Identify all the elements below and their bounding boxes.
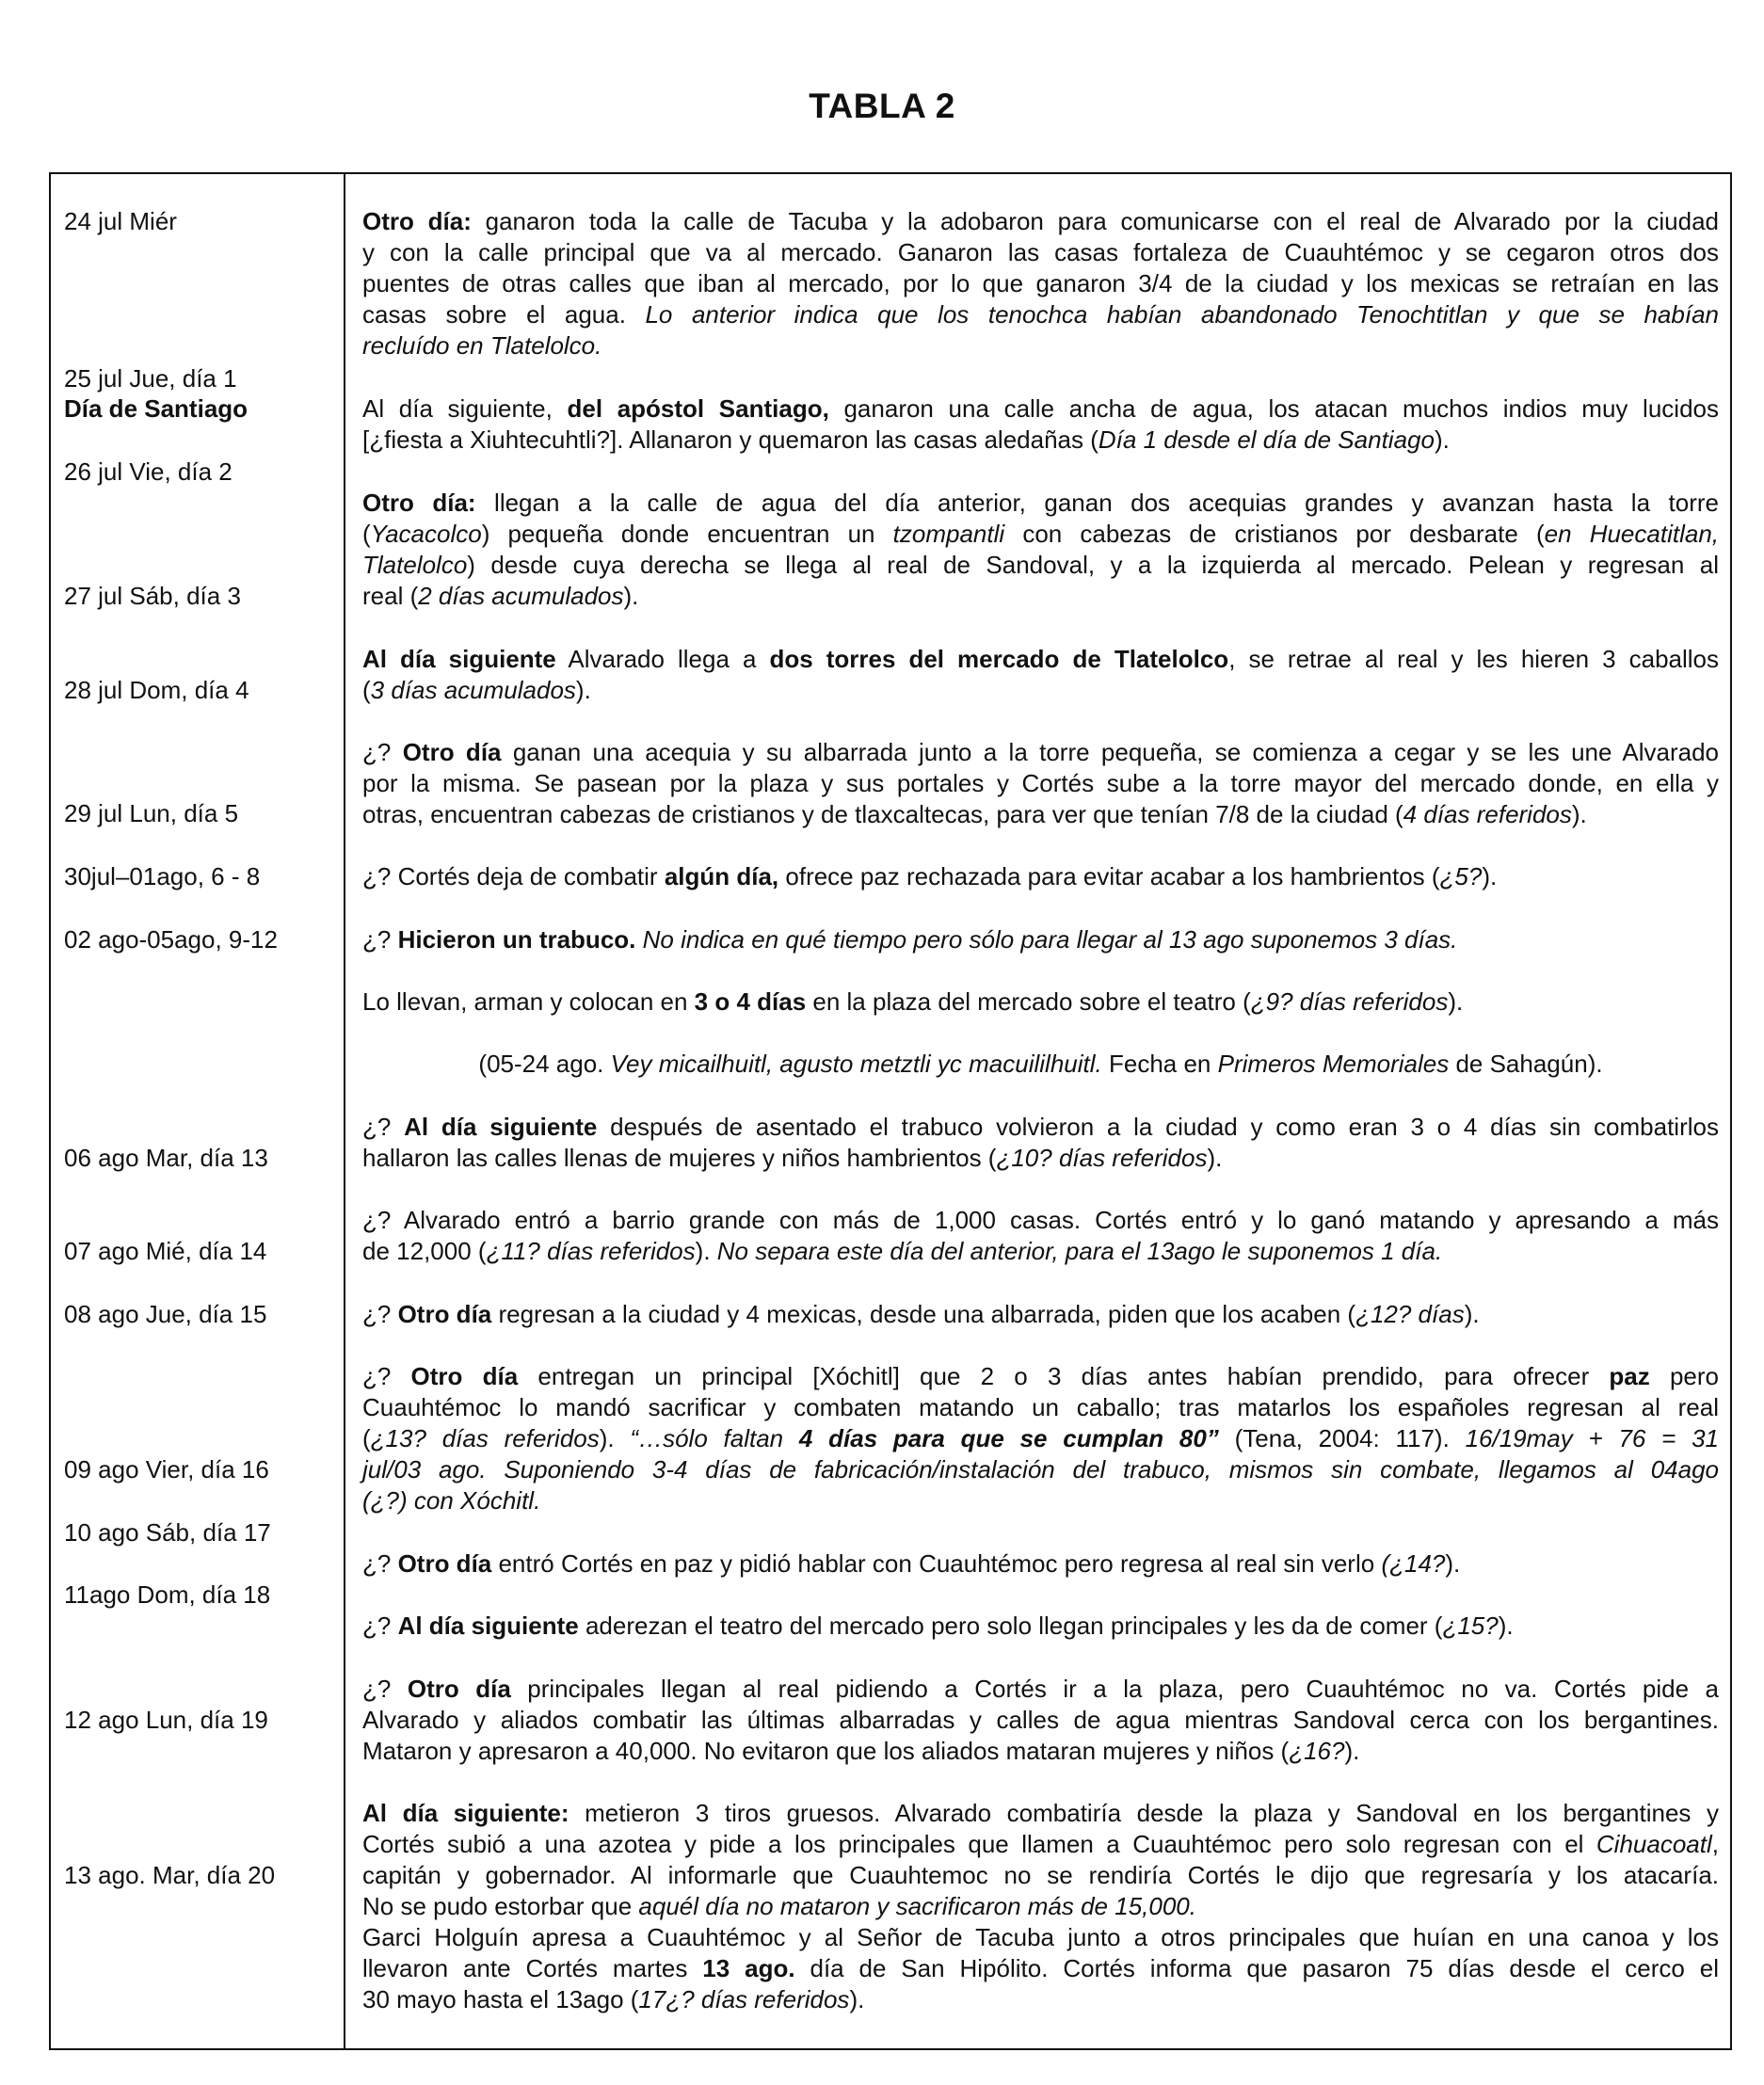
event-paragraph: [362, 986, 1719, 1018]
text-line: Tlatelolco) desde cuya derecha se llega al real de Sandoval, y a la izquierda al mercado. Pelean y regresan al: [362, 551, 1719, 579]
date-cell: 28 jul Dom, día 4: [64, 676, 249, 704]
text-line: (05-24 ago. Vey micailhuitl, agusto metztli yc macuililhuitl. Fecha en Primeros Memoriales de Sahagún).: [478, 1050, 1603, 1078]
date-cell: 02 ago-05ago, 9-12: [64, 925, 278, 954]
event-paragraph: [362, 924, 1719, 955]
date-cell: 07 ago Mié, día 14: [64, 1237, 267, 1265]
date-cell: 13 ago. Mar, día 20: [64, 1861, 276, 1889]
text-line: ¿? Al día siguiente después de asentado el trabuco volvieron a la ciudad y como eran 3 o 4 días sin combatirlos: [362, 1113, 1719, 1141]
event-paragraph: [362, 393, 1719, 456]
text-line: (¿13? días referidos). “…sólo faltan 4 días para que se cumplan 80” (Tena, 2004: 117). 16/19may + 76 = 31: [362, 1424, 1719, 1452]
text-line: jul/03 ago. Suponiendo 3-4 días de fabricación/instalación del trabuco, mismos sin combate, llegamos al 04ago: [362, 1455, 1719, 1484]
text-line: hallaron las calles llenas de mujeres y niños hambrientos (¿10? días referidos).: [362, 1144, 1223, 1172]
text-line: Al día siguiente, del apóstol Santiago, ganaron una calle ancha de agua, los atacan muchos indios muy lucidos: [362, 394, 1719, 423]
text-line: ¿? Otro día entró Cortés en paz y pidió hablar con Cuauhtémoc pero regresa al real sin verlo (¿14?).: [362, 1549, 1461, 1578]
column-divider: [344, 172, 345, 2050]
text-line: Cortés subió a una azotea y pide a los principales que llamen a Cuauhtémoc pero solo regresan con el Cihuacoatl,: [362, 1830, 1719, 1858]
text-line: (Yacacolco) pequeña donde encuentran un tzompantli con cabezas de cristianos por desbarate (en Huecatitlan,: [362, 520, 1719, 548]
text-line: recluído en Tlatelolco.: [362, 331, 602, 360]
event-paragraph: [362, 644, 1719, 706]
text-line: Cuauhtémoc lo mandó sacrificar y combaten matando un caballo; tras matarlos los españoles regresan al real: [362, 1393, 1719, 1421]
date-cell: 08 ago Jue, día 15: [64, 1300, 267, 1328]
text-line: ¿? Otro día regresan a la ciudad y 4 mexicas, desde una albarrada, piden que los acaben (¿12? días).: [362, 1300, 1480, 1328]
text-line: Lo llevan, arman y colocan en 3 o 4 días en la plaza del mercado sobre el teatro (¿9? días referidos).: [362, 987, 1464, 1016]
date-cell: 12 ago Lun, día 19: [64, 1706, 268, 1734]
event-paragraph: [362, 1112, 1719, 1174]
text-line: de 12,000 (¿11? días referidos). No separa este día del anterior, para el 13ago le suponemos 1 día.: [362, 1237, 1443, 1265]
text-line: puentes de otras calles que iban al mercado, por lo que ganaron 3/4 de la ciudad y los mexicas se retraían en las: [362, 269, 1719, 297]
text-line: real (2 días acumulados).: [362, 582, 639, 610]
text-line: (¿?) con Xóchitl.: [362, 1486, 541, 1515]
event-paragraph: [362, 861, 1719, 892]
date-cell: 25 jul Jue, día 1: [64, 364, 237, 393]
text-line: otras, encuentran cabezas de cristianos y de tlaxcaltecas, para ver que tenían 7/8 de la ciudad (4 días referidos).: [362, 800, 1587, 828]
date-cell: 29 jul Lun, día 5: [64, 799, 239, 827]
text-line: ¿? Hicieron un trabuco. No indica en qué tiempo pero sólo para llegar al 13 ago suponemos 3 días.: [362, 925, 1458, 954]
date-cell: 06 ago Mar, día 13: [64, 1144, 268, 1172]
date-cell: 26 jul Vie, día 2: [64, 457, 233, 486]
event-paragraph: [362, 1674, 1719, 1767]
text-line: y con la calle principal que va al mercado. Ganaron las casas fortaleza de Cuauhtémoc y se cegaron otros dos: [362, 238, 1719, 266]
date-cell: 27 jul Sáb, día 3: [64, 582, 241, 610]
text-line: capitán y gobernador. Al informarle que Cuauhtemoc no se rendiría Cortés le dijo que regresaría y los atacaría.: [362, 1861, 1719, 1889]
text-line: [¿fiesta a Xiuhtecuhtli?]. Allanaron y quemaron las casas aledañas (Día 1 desde el día de Santiago).: [362, 425, 1450, 454]
event-paragraph: [362, 206, 1719, 361]
text-line: Mataron y apresaron a 40,000. No evitaron que los aliados mataran mujeres y niños (¿16?).: [362, 1737, 1360, 1765]
date-cell: 11ago Dom, día 18: [64, 1580, 271, 1609]
event-paragraph: [362, 1798, 1719, 1922]
text-line: No se pudo estorbar que aquél día no mataron y sacrificaron más de 15,000.: [362, 1892, 1196, 1920]
text-line: 30 mayo hasta el 13ago (17¿? días referidos).: [362, 1985, 865, 2013]
text-line: Otro día: llegan a la calle de agua del día anterior, ganan dos acequias grandes y avanzan hasta la torre: [362, 489, 1719, 517]
event-paragraph: [362, 488, 1719, 612]
text-line: Otro día: ganaron toda la calle de Tacuba y la adobaron para comunicarse con el real de Alvarado por la ciudad: [362, 207, 1719, 235]
table-title: TABLA 2: [809, 87, 955, 125]
event-paragraph: [362, 1922, 1719, 2015]
text-line: ¿? Otro día entregan un principal [Xóchitl] que 2 o 3 días antes habían prendido, para ofrecer paz pero: [362, 1362, 1719, 1390]
text-line: ¿? Alvarado entró a barrio grande con más de 1,000 casas. Cortés entró y lo ganó matando y apresando a más: [362, 1206, 1719, 1234]
text-line: por la misma. Se pasean por la plaza y sus portales y Cortés sube a la torre mayor del mercado donde, en ella y: [362, 769, 1719, 797]
date-cell: 30jul–01ago, 6 - 8: [64, 862, 261, 890]
text-line: Garci Holguín apresa a Cuauhtémoc y al Señor de Tacuba junto a otros principales que huían en una canoa y los: [362, 1923, 1719, 1951]
text-line: Alvarado y aliados combatir las últimas albarradas y calles de agua mientras Sandoval cerca con los bergantines.: [362, 1706, 1719, 1734]
text-line: llevaron ante Cortés martes 13 ago. día de San Hipólito. Cortés informa que pasaron 75 días desde el cerco el: [362, 1954, 1719, 1982]
date-cell: 24 jul Miér: [64, 207, 177, 235]
text-line: ¿? Otro día principales llegan al real pidiendo a Cortés ir a la plaza, pero Cuauhtémoc no va. Cortés pide a: [362, 1675, 1719, 1703]
event-paragraph: [362, 1548, 1719, 1580]
date-cell: 10 ago Sáb, día 17: [64, 1518, 271, 1547]
event-paragraph: [362, 737, 1719, 830]
text-line: Al día siguiente: metieron 3 tiros gruesos. Alvarado combatiría desde la plaza y Sandoval en los bergantines y: [362, 1799, 1719, 1827]
date-cell-feast: Día de Santiago: [64, 394, 249, 423]
event-note-centered: [362, 1049, 1719, 1080]
text-line: ¿? Otro día ganan una acequia y su albarrada junto a la torre pequeña, se comienza a cegar y se les une Alvarado: [362, 738, 1719, 766]
event-paragraph: [362, 1205, 1719, 1267]
date-cell: 09 ago Vier, día 16: [64, 1455, 269, 1484]
event-paragraph: [362, 1299, 1719, 1330]
text-line: Al día siguiente Alvarado llega a dos torres del mercado de Tlatelolco, se retrae al real y les hieren 3 caballos: [362, 645, 1720, 673]
event-paragraph: [362, 1361, 1719, 1516]
text-line: (3 días acumulados).: [362, 676, 591, 704]
text-line: ¿? Al día siguiente aderezan el teatro del mercado pero solo llegan principales y les da de comer (¿15?).: [362, 1612, 1514, 1640]
text-line: casas sobre el agua. Lo anterior indica que los tenochca habían abandonado Tenochtitlan y que se habían: [362, 300, 1719, 329]
event-paragraph: [362, 1611, 1719, 1642]
text-line: ¿? Cortés deja de combatir algún día, ofrece paz rechazada para evitar acabar a los hambrientos (¿5?).: [362, 862, 1498, 890]
